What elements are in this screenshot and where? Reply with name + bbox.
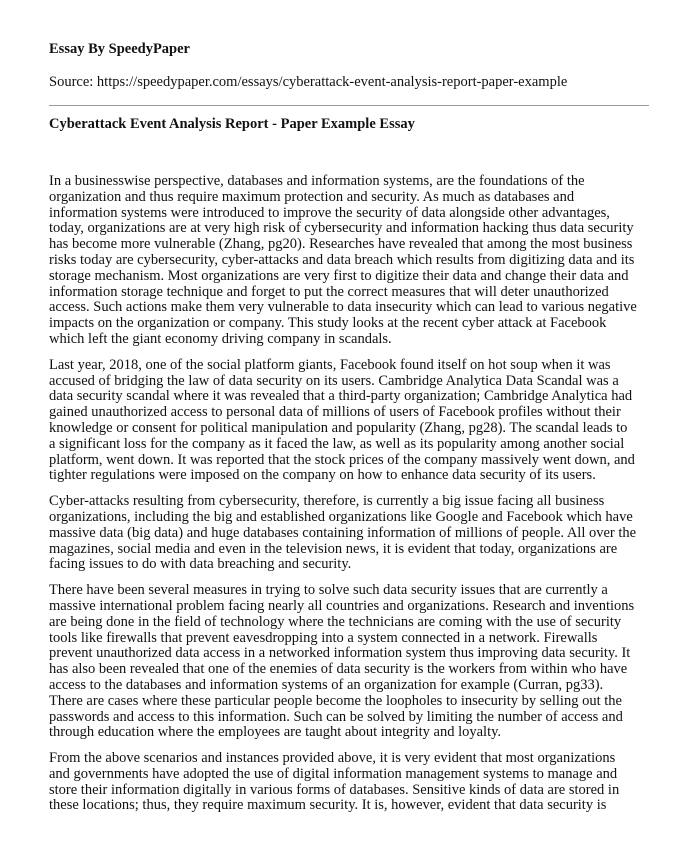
source-line: Source: https://speedypaper.com/essays/cyberattack-event-analysis-report-paper-example [49, 74, 568, 90]
essay-paragraph: Cyber-attacks resulting from cybersecurity, therefore, is currently a big issue facing all business organizations, including the big and established organizations like Google and Facebook which have massive data (big data) and huge databases containing information of millions of people. All over the magazines, social media and even in the television news, it is evident that today, organizations are facing issues to do with data breaching and security. [49, 493, 637, 573]
essay-paragraph: From the above scenarios and instances provided above, it is very evident that most organizations and governments have adopted the use of digital information management systems to manage and store their information digitally in various forms of databases. Sensitive kinds of data are stored in these locations; thus, they require maximum security. It is, however, evident that data security is [49, 750, 620, 814]
document-header-title: Essay By SpeedyPaper [49, 41, 190, 57]
essay-paragraph: Last year, 2018, one of the social platform giants, Facebook found itself on hot soup when it was accused of bridging the law of data security on its users. Cambridge Analytica Data Scandal was a data security scandal where it was revealed that a third-party organization; Cambridge Analytica had gained unauthorized access to personal data of millions of users of Facebook profiles without their knowledge or consent for political manipulation and popularity (Zhang, pg28). The scandal leads to a significant loss for the company as it faced the law, as well as its popularity among another social platform, went down. It was reported that the stock prices of the company massively went down, and tighter regulations were imposed on the company on how to enhance data security of its users. [49, 356, 635, 484]
essay-paragraph: There have been several measures in trying to solve such data security issues that are currently a massive international problem facing nearly all countries and organizations. Research and inventions are being done in the field of technology where the technicians are coming with the use of security tools like firewalls that prevent eavesdropping into a system connected in a network. Firewalls prevent unauthorized data access in a networked information system thus improving data security. It has also been revealed that one of the enemies of data security is the workers from within who have access to the databases and information systems of an organization for example (Curran, pg33). There are cases where these particular people become the loopholes to insecurity by selling out the passwords and access to this information. Such can be solved by limiting the number of access and through education where the employees are taught about integrity and loyalty. [49, 582, 635, 741]
essay-title: Cyberattack Event Analysis Report - Paper Example Essay [49, 116, 415, 132]
essay-paragraph: In a businesswise perspective, databases and information systems, are the foundations of the organization and thus require maximum protection and security. As much as databases and information systems were introduced to improve the security of data alongside other advantages, today, organizations are at very high risk of cybersecurity and information hacking thus data security has become more vulnerable (Zhang, pg20). Researches have revealed that among the most business risks today are cybersecurity, cyber-attacks and data breach which results from digitizing data and its storage mechanism. Most organizations are very first to digitize their data and change their data and information storage technique and forget to put the correct measures that will deter unauthorized access. Such actions make them very vulnerable to data insecurity which can lead to various negative impacts on the organization or company. This study looks at the recent cyber attack at Facebook which left the giant economy driving company in scandals. [49, 173, 637, 347]
header-divider [49, 105, 649, 106]
essay-body [49, 174, 645, 814]
